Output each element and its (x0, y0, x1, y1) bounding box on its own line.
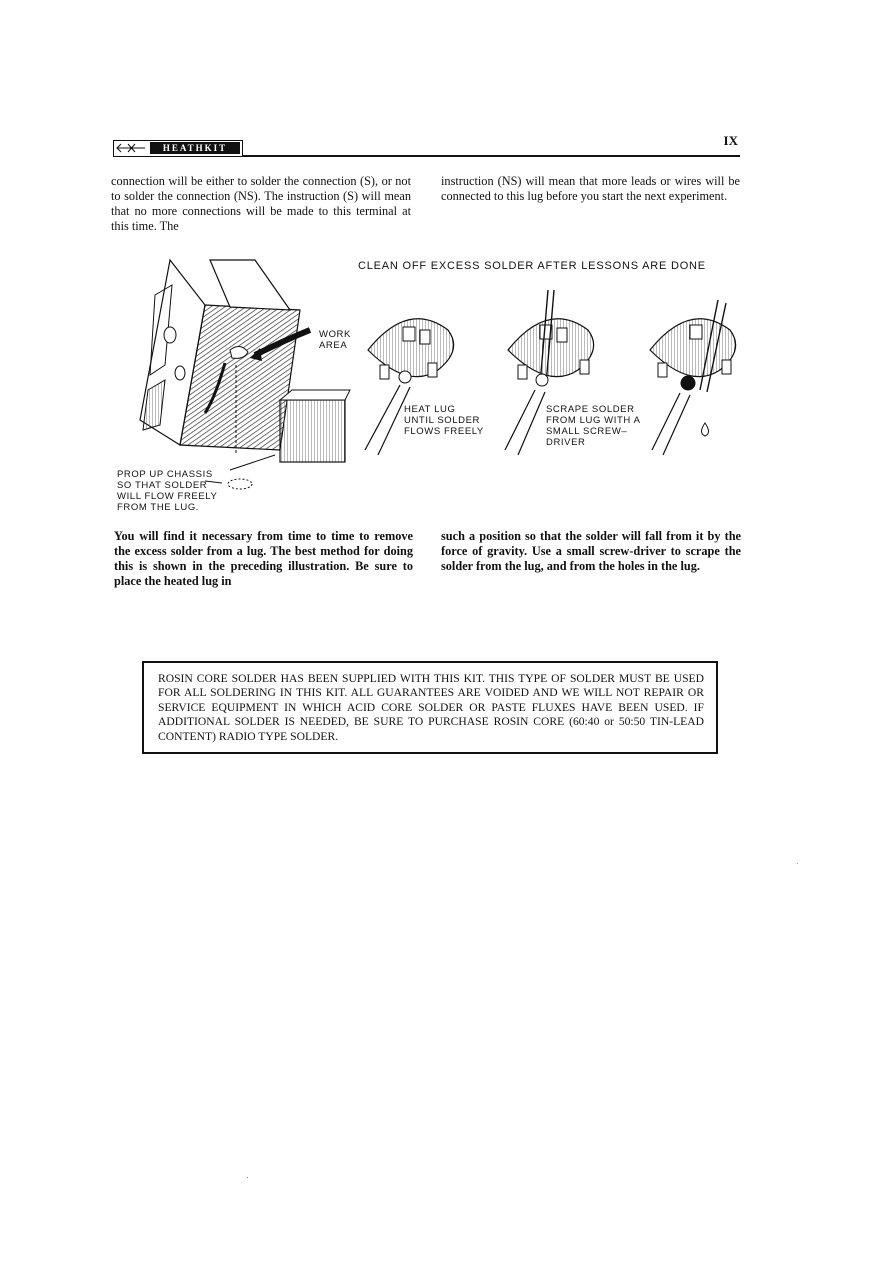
paragraph-top-right: instruction (NS) will mean that more leads or wires will be connected to this lug before you start the next experiment. (441, 174, 740, 203)
paragraph-top-left: connection will be either to solder the connection (S), or not to solder the connection (NS). The instruction (S) will mean that no more connections will be made to this terminal at this time. The (111, 174, 411, 233)
caption-clean-off: CLEAN OFF EXCESS SOLDER AFTER LESSONS ARE DONE (358, 260, 706, 272)
logo-text: HEATHKIT (162, 143, 228, 153)
scan-speck (247, 1177, 248, 1178)
label-line: FLOWS FREELY (404, 426, 484, 437)
logo-arrow-icon (116, 143, 146, 153)
paragraph-bottom-left: You will find it necessary from time to time to remove the excess solder from a lug. The best method for doing this is shown in the preceding illustration. Be sure to place the heated lug in (114, 529, 413, 588)
label-line: SO THAT SOLDER (117, 480, 208, 491)
label-prop-up-chassis (117, 469, 237, 513)
label-work-area (319, 329, 379, 351)
label-line: HEAT LUG (404, 404, 456, 415)
label-line: UNTIL SOLDER (404, 415, 481, 426)
warning-text: ROSIN CORE SOLDER HAS BEEN SUPPLIED WITH THIS KIT. THIS TYPE OF SOLDER MUST BE USED FOR ALL SOLDERING IN THIS KIT. ALL GUARANTEES ARE VOIDED AND WE WILL NOT REPAIR OR SERVICE EQUIPMENT IN WHICH ACID CORE SOLDER OR PASTE FLUXES HAVE BEEN USED. IF ADDITIONAL SOLDER IS NEEDED, BE SURE TO PURCHASE ROSIN CORE (60:40 or 50:50 TIN-LEAD CONTENT) RADIO TYPE SOLDER. (158, 672, 704, 743)
label-line: WILL FLOW FREELY (117, 491, 218, 502)
paragraph-bottom-right: such a position so that the solder will fall from it by the force of gravity. Use a small screw-driver to scrape the solder from the lug, and from the holes in the lug. (441, 529, 741, 573)
label-line: WORK (319, 329, 351, 340)
label-line: FROM THE LUG. (117, 502, 200, 513)
logo-text-plate (150, 142, 240, 154)
label-line: FROM LUG WITH A (546, 415, 641, 426)
label-line: SCRAPE SOLDER (546, 404, 635, 415)
scan-speck (797, 863, 798, 864)
label-heat-lug (404, 404, 504, 437)
page-number: IX (723, 133, 738, 148)
label-line: PROP UP CHASSIS (117, 469, 213, 480)
label-line: SMALL SCREW– (546, 426, 628, 437)
label-line: DRIVER (546, 437, 586, 448)
label-line: AREA (319, 340, 348, 351)
header-rule (243, 155, 740, 157)
rosin-core-warning-box (142, 661, 718, 754)
label-scrape-solder (546, 404, 666, 448)
heathkit-logo (113, 140, 243, 157)
chassis-drawing (140, 260, 350, 489)
